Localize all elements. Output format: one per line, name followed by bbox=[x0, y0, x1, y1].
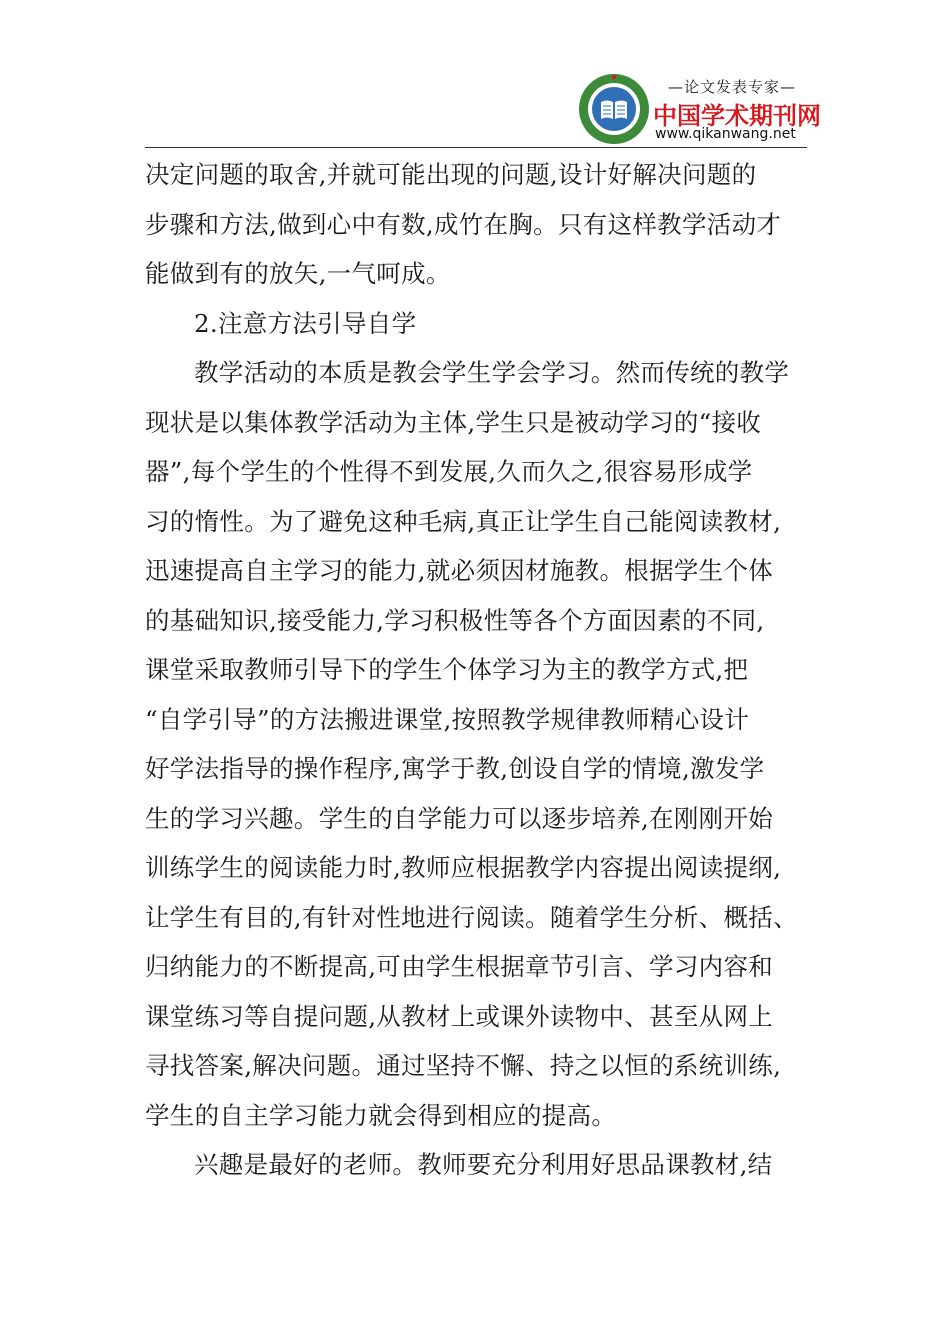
text-line: 兴趣是最好的老师。教师要充分利用好思品课教材,结 bbox=[194, 1150, 773, 1179]
text-line: 现状是以集体教学活动为主体,学生只是被动学习的“接收 bbox=[145, 407, 762, 437]
document-body bbox=[145, 150, 810, 1190]
text-line: 归纳能力的不断提高,可由学生根据章节引言、学习内容和 bbox=[145, 952, 774, 981]
text-line: 让学生有目的,有针对性地进行阅读。随着学生分析、概括、 bbox=[145, 902, 798, 932]
text-line: 生的学习兴趣。学生的自学能力可以逐步培养,在刚刚开始 bbox=[145, 803, 774, 833]
text-line: 寻找答案,解决问题。通过坚持不懈、持之以恒的系统训练, bbox=[145, 1051, 782, 1080]
text-line: 课堂练习等自提问题,从教材上或课外读物中、甚至从网上 bbox=[145, 1001, 774, 1031]
text-line: 课堂采取教师引导下的学生个体学习为主的教学方式,把 bbox=[145, 655, 749, 684]
logo-site-name: 中国学术期刊网 bbox=[653, 102, 821, 130]
page-header bbox=[0, 0, 950, 150]
header-divider bbox=[145, 147, 807, 148]
site-logo[interactable] bbox=[573, 72, 821, 146]
logo-slogan: —论文发表专家— bbox=[667, 78, 796, 96]
text-line: 迅速提高自主学习的能力,就必须因材施教。根据学生个体 bbox=[145, 556, 774, 585]
text-line: 学生的自主学习能力就会得到相应的提高。 bbox=[145, 1100, 617, 1130]
logo-url[interactable]: www.qikanwang.net bbox=[655, 126, 796, 142]
text-line: 教学活动的本质是教会学生学会学习。然而传统的教学 bbox=[194, 358, 790, 387]
text-line: 能做到有的放矢,一气呵成。 bbox=[145, 259, 451, 288]
section-heading: 2.注意方法引导自学 bbox=[194, 308, 417, 338]
text-line: “自学引导”的方法搬进课堂,按照教学规律教师精心设计 bbox=[145, 704, 750, 734]
text-line: 器”,每个学生的个性得不到发展,久而久之,很容易形成学 bbox=[145, 457, 753, 486]
text-line: 决定问题的取舍,并就可能出现的问题,设计好解决问题的 bbox=[145, 160, 757, 189]
text-line: 训练学生的阅读能力时,教师应根据教学内容提出阅读提纲, bbox=[145, 853, 782, 882]
text-line: 步骤和方法,做到心中有数,成竹在胸。只有这样教学活动才 bbox=[145, 209, 782, 239]
text-line: 习的惰性。为了避免这种毛病,真正让学生自己能阅读教材, bbox=[145, 506, 782, 536]
logo-seal-icon bbox=[577, 72, 651, 146]
text-line: 好学法指导的操作程序,寓学于教,创设自学的情境,激发学 bbox=[145, 754, 765, 783]
text-line: 的基础知识,接受能力,学习积极性等各个方面因素的不同, bbox=[145, 605, 765, 635]
